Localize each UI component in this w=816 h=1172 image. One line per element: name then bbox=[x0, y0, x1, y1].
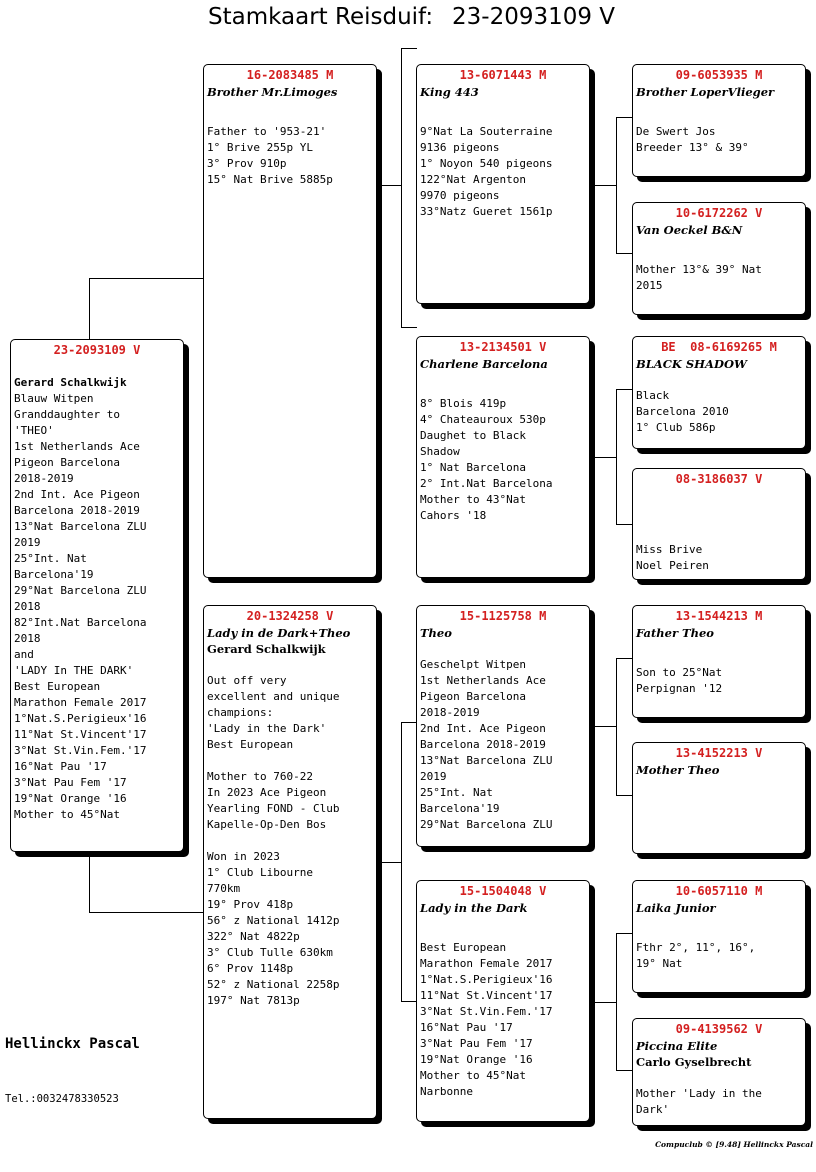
connector bbox=[401, 48, 417, 49]
connector bbox=[616, 1070, 633, 1071]
pigeon-card-fff bbox=[632, 64, 806, 177]
ring-number: 13-1544213 M bbox=[675, 609, 763, 623]
connector bbox=[590, 726, 617, 727]
pigeon-card-mm bbox=[416, 880, 590, 1122]
ring-number: BE 08-6169265 M bbox=[661, 340, 777, 354]
pigeon-card-mfm bbox=[632, 742, 806, 854]
connector bbox=[616, 253, 633, 254]
pigeon-name: Charlene Barcelona bbox=[420, 357, 548, 371]
ring-number: 15-1504048 V bbox=[459, 884, 547, 898]
pigeon-details: Best European Marathon Female 2017 1°Nat.S.Perigieux'16 11°Nat St.Vincent'17 3°Nat St.Vin.Fem.'17 16°Nat Pau '17 3°Nat Pau Fem '17 19°Nat Orange '16 Mother to 45°Nat Narbonne bbox=[420, 941, 553, 1098]
connector bbox=[616, 389, 633, 390]
pigeon-card-mff bbox=[632, 605, 806, 718]
connector bbox=[376, 862, 402, 863]
ring-number: 16-2083485 M bbox=[246, 68, 334, 82]
pigeon-breeder: Carlo Gyselbrecht bbox=[636, 1055, 752, 1069]
connector bbox=[401, 722, 417, 723]
pigeon-name: Father Theo bbox=[636, 626, 714, 640]
connector bbox=[616, 524, 633, 525]
pigeon-details: Mother 'Lady in the Dark' bbox=[636, 1087, 762, 1116]
pigeon-details: Father to '953-21' 1° Brive 255p YL 3° Prov 910p 15° Nat Brive 5885p bbox=[207, 125, 333, 186]
pigeon-name: BLACK SHADOW bbox=[636, 357, 747, 371]
pigeon-card-ff bbox=[416, 64, 590, 304]
title-ring-number: 23-2093109 V bbox=[452, 4, 616, 30]
connector bbox=[616, 117, 633, 118]
pigeon-name: Van Oeckel B&N bbox=[636, 223, 743, 237]
pigeon-name: Piccina Elite bbox=[636, 1039, 718, 1053]
pigeon-name: Brother Mr.Limoges bbox=[207, 85, 338, 99]
pigeon-card-fmf bbox=[632, 336, 806, 449]
pigeon-details: Son to 25°Nat Perpignan '12 bbox=[636, 666, 723, 695]
pigeon-name: Laika Junior bbox=[636, 901, 716, 915]
pigeon-name: Theo bbox=[420, 626, 452, 640]
pigeon-name: Lady in the Dark bbox=[420, 901, 528, 915]
title-label: Stamkaart Reisduif: bbox=[208, 4, 434, 30]
pigeon-details: Mother 13°& 39° Nat 2015 bbox=[636, 263, 762, 292]
pigeon-name: Mother Theo bbox=[636, 763, 720, 777]
ring-number: 09-4139562 V bbox=[675, 1022, 763, 1036]
connector bbox=[590, 185, 617, 186]
connector bbox=[616, 658, 617, 796]
ring-number: 09-6053935 M bbox=[675, 68, 763, 82]
ring-number: 10-6057110 M bbox=[675, 884, 763, 898]
pigeon-breeder: Gerard Schalkwijk bbox=[207, 642, 326, 656]
ring-number: 13-6071443 M bbox=[459, 68, 547, 82]
pigeon-details: Black Barcelona 2010 1° Club 586p bbox=[636, 389, 729, 434]
pigeon-name: King 443 bbox=[420, 85, 479, 99]
pigeon-details: De Swert Jos Breeder 13° & 39° bbox=[636, 125, 749, 154]
pigeon-details: Blauw Witpen Granddaughter to 'THEO' 1st Netherlands Ace Pigeon Barcelona 2018-2019 2nd Int. Ace Pigeon Barcelona 2018-2019 13°Nat Barcelona ZLU 2019 25°Int. Nat Barcelona'19 29°Nat Barcelona ZLU 2018 82°Int.Nat Barcelona 2018 and 'LADY In THE DARK' Best European Marathon Female 2017 1°Nat.S.Perigieux'16 11°Nat St.Vincent'17 3°Nat St.Vin.Fem.'17 16°Nat Pau '17 3°Nat Pau Fem '17 19°Nat Orange '16 Mother to 45°Nat bbox=[14, 392, 147, 821]
connector bbox=[401, 1001, 417, 1002]
connector bbox=[590, 457, 617, 458]
connector bbox=[616, 933, 633, 934]
ring-number: 23-2093109 V bbox=[53, 343, 141, 357]
pigeon-card-mmm bbox=[632, 1018, 806, 1126]
connector bbox=[401, 48, 402, 328]
ring-number: 15-1125758 M bbox=[459, 609, 547, 623]
pigeon-name: Brother LoperVlieger bbox=[636, 85, 775, 99]
connector bbox=[401, 722, 402, 1002]
connector bbox=[376, 185, 402, 186]
connector bbox=[616, 795, 633, 796]
footer-credit: Compuclub © [9.48] Hellinckx Pascal bbox=[655, 1140, 813, 1149]
pigeon-owner: Gerard Schalkwijk bbox=[14, 376, 127, 389]
pigeon-card-mf bbox=[416, 605, 590, 847]
connector bbox=[89, 278, 204, 279]
pigeon-card-mmf bbox=[632, 880, 806, 993]
pigeon-card-mother bbox=[203, 605, 377, 1119]
connector bbox=[89, 853, 90, 913]
pigeon-details: Geschelpt Witpen 1st Netherlands Ace Pigeon Barcelona 2018-2019 2nd Int. Ace Pigeon Barcelona 2018-2019 13°Nat Barcelona ZLU 2019 25°Int. Nat Barcelona'19 29°Nat Barcelona ZLU bbox=[420, 658, 553, 831]
pigeon-details: Miss Brive Noel Peiren bbox=[636, 543, 709, 572]
ring-number: 08-3186037 V bbox=[675, 472, 763, 486]
connector bbox=[590, 1002, 617, 1003]
pigeon-details: 8° Blois 419p 4° Chateauroux 530p Daughet to Black Shadow 1° Nat Barcelona 2° Int.Nat Barcelona Mother to 43°Nat Cahors '18 bbox=[420, 397, 553, 522]
connector bbox=[89, 912, 204, 913]
ring-number: 13-2134501 V bbox=[459, 340, 547, 354]
ring-number: 13-4152213 V bbox=[675, 746, 763, 760]
owner-phone: Tel.:0032478330523 bbox=[5, 1093, 119, 1105]
pigeon-card-father bbox=[203, 64, 377, 578]
connector bbox=[401, 327, 417, 328]
connector bbox=[616, 117, 617, 254]
pigeon-name: Lady in de Dark+Theo bbox=[207, 626, 351, 640]
page-title bbox=[208, 4, 616, 30]
ring-number: 10-6172262 V bbox=[675, 206, 763, 220]
pigeon-card-subject bbox=[10, 339, 184, 852]
pigeon-card-fmm bbox=[632, 468, 806, 580]
connector bbox=[616, 658, 633, 659]
pigeon-card-ffm bbox=[632, 202, 806, 315]
pigeon-details: 9°Nat La Souterraine 9136 pigeons 1° Noyon 540 pigeons 122°Nat Argenton 9970 pigeons 33°Natz Gueret 1561p bbox=[420, 125, 553, 218]
pigeon-details: Out off very excellent and unique champions: 'Lady in the Dark' Best European Mother to 760-22 In 2023 Ace Pigeon Yearling FOND - Club Kapelle-Op-Den Bos Won in 2023 1° Club Libourne 770km 19° Prov 418p 56° z National 1412p 322° Nat 4822p 3° Club Tulle 630km 6° Prov 1148p 52° z National 2258p 197° Nat 7813p bbox=[207, 674, 340, 1007]
connector bbox=[616, 933, 617, 1071]
owner-name: Hellinckx Pascal bbox=[5, 1036, 140, 1052]
ring-number: 20-1324258 V bbox=[246, 609, 334, 623]
pigeon-details: Fthr 2°, 11°, 16°, 19° Nat bbox=[636, 941, 756, 970]
pigeon-card-fm bbox=[416, 336, 590, 578]
connector bbox=[89, 278, 90, 340]
connector bbox=[616, 389, 617, 525]
